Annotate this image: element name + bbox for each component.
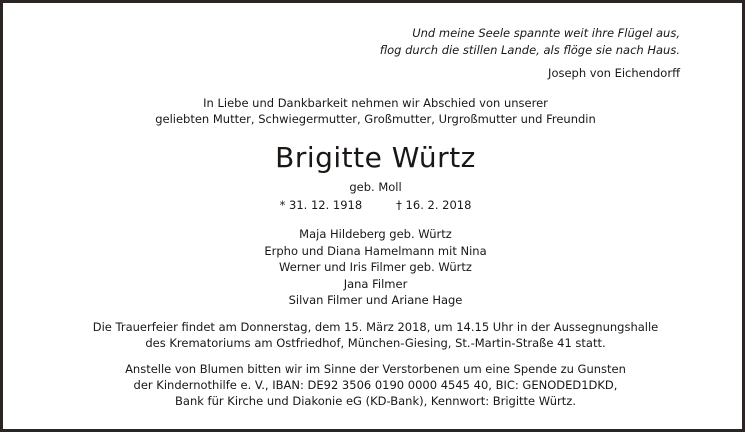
ceremony-line: des Krematoriums am Ostfriedhof, München-Giesing, St.-Martin-Straße 41 statt. bbox=[145, 336, 606, 350]
donation-line: Bank für Kirche und Diakonie eG (KD-Bank), Kennwort: Brigitte Würtz. bbox=[175, 394, 576, 408]
family-member: Erpho und Diana Hamelmann mit Nina bbox=[264, 243, 487, 258]
maiden-name: geb. Moll bbox=[349, 180, 402, 194]
family-member: Jana Filmer bbox=[343, 276, 408, 291]
family-member: Silvan Filmer und Ariane Hage bbox=[288, 293, 463, 307]
intro-text bbox=[3, 95, 745, 127]
family-list bbox=[3, 226, 745, 309]
donation-line: Anstelle von Blumen bitten wir im Sinne der Verstorbenen um eine Spende zu Gunsten bbox=[125, 362, 626, 376]
ceremony-line: Die Trauerfeier findet am Donnerstag, dem 15. März 2018, um 14.15 Uhr in der Aussegnungshalle bbox=[92, 320, 659, 334]
ceremony-info bbox=[3, 319, 745, 351]
quote-line: Und meine Seele spannte weit ihre Flügel aus, bbox=[412, 26, 680, 40]
deceased-name: Brigitte Würtz bbox=[275, 141, 476, 174]
intro-line: In Liebe und Dankbarkeit nehmen wir Abschied von unserer bbox=[203, 96, 548, 110]
quote-author: Joseph von Eichendorff bbox=[548, 66, 680, 80]
intro-line: geliebten Mutter, Schwiegermutter, Großmutter, Urgroßmutter und Freundin bbox=[155, 112, 596, 126]
quote-line: flog durch die stillen Lande, als flöge sie nach Haus. bbox=[379, 43, 680, 57]
donation-line: der Kindernothilfe e. V., IBAN: DE92 3506 0190 0000 4545 40, BIC: GENODED1DKD, bbox=[133, 378, 618, 392]
epigraph-quote bbox=[380, 25, 680, 59]
donation-info bbox=[3, 361, 745, 409]
family-member: Maja Hildeberg geb. Würtz bbox=[299, 227, 452, 241]
birth-date: * 31. 12. 1918 bbox=[279, 198, 363, 212]
family-member: Werner und Iris Filmer geb. Würtz bbox=[279, 260, 472, 274]
death-date: † 16. 2. 2018 bbox=[396, 198, 472, 212]
life-dates bbox=[3, 197, 745, 213]
